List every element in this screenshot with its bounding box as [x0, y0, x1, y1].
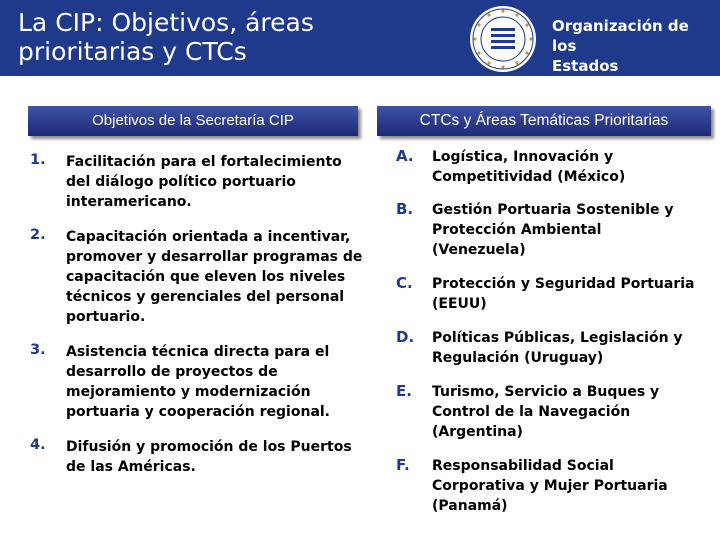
item-letter: C. [396, 274, 413, 292]
title-line-1: La CIP: Objetivos, áreas [18, 8, 314, 37]
item-letter: E. [396, 382, 412, 400]
item-letter: D. [396, 328, 415, 346]
list-item [396, 200, 696, 260]
item-number: 1. [30, 152, 46, 168]
item-text: Turismo, Servicio a Buques y Control de la Navegación (Argentina) [432, 384, 660, 440]
ctc-list [396, 147, 696, 530]
list-item [396, 456, 696, 516]
title-line-2: prioritarias y CTCs [18, 37, 247, 66]
org-name-line-2: Estados Americanos [552, 57, 651, 95]
ctc-heading-box: CTCs y Áreas Temáticas Prioritarias [377, 106, 711, 136]
item-text: Difusión y promoción de los Puertos de las Américas. [66, 439, 352, 475]
org-name-line-1: Organización de los [552, 17, 689, 55]
list-item [30, 437, 370, 477]
list-item [30, 342, 370, 422]
objectives-list [30, 152, 370, 492]
item-text: Logística, Innovación y Competitividad (México) [432, 149, 626, 185]
item-text: Protección y Seguridad Portuaria (EEUU) [432, 276, 695, 312]
item-text: Políticas Públicas, Legislación y Regulación (Uruguay) [432, 330, 683, 366]
item-letter: B. [396, 200, 414, 218]
item-text: Capacitación orientada a incentivar, promover y desarrollar programas de capacitación que eleven los niveles técnicos y gerenciales del personal portuario. [66, 229, 363, 325]
item-number: 3. [30, 342, 46, 358]
list-item [396, 147, 696, 187]
item-text: Gestión Portuaria Sostenible y Protección Ambiental (Venezuela) [432, 202, 674, 258]
page-title [18, 8, 438, 66]
item-text: Responsabilidad Social Corporativa y Mujer Portuaria (Panamá) [432, 458, 668, 514]
header-bar [0, 0, 720, 95]
list-item [30, 152, 370, 212]
item-number: 4. [30, 437, 46, 453]
list-item [30, 227, 370, 327]
item-text: Asistencia técnica directa para el desarrollo de proyectos de mejoramiento y modernización portuaria y cooperación regional. [66, 344, 331, 420]
item-letter: A. [396, 147, 414, 165]
organization-name [552, 16, 718, 96]
list-item [396, 382, 696, 442]
oas-seal-logo-icon [468, 4, 538, 74]
item-letter: F. [396, 456, 410, 474]
item-text: Facilitación para el fortalecimiento del diálogo político portuario interamericano. [66, 154, 342, 210]
objectives-heading-box: Objetivos de la Secretaría CIP [28, 106, 358, 136]
item-number: 2. [30, 227, 46, 243]
list-item [396, 274, 696, 314]
list-item [396, 328, 696, 368]
